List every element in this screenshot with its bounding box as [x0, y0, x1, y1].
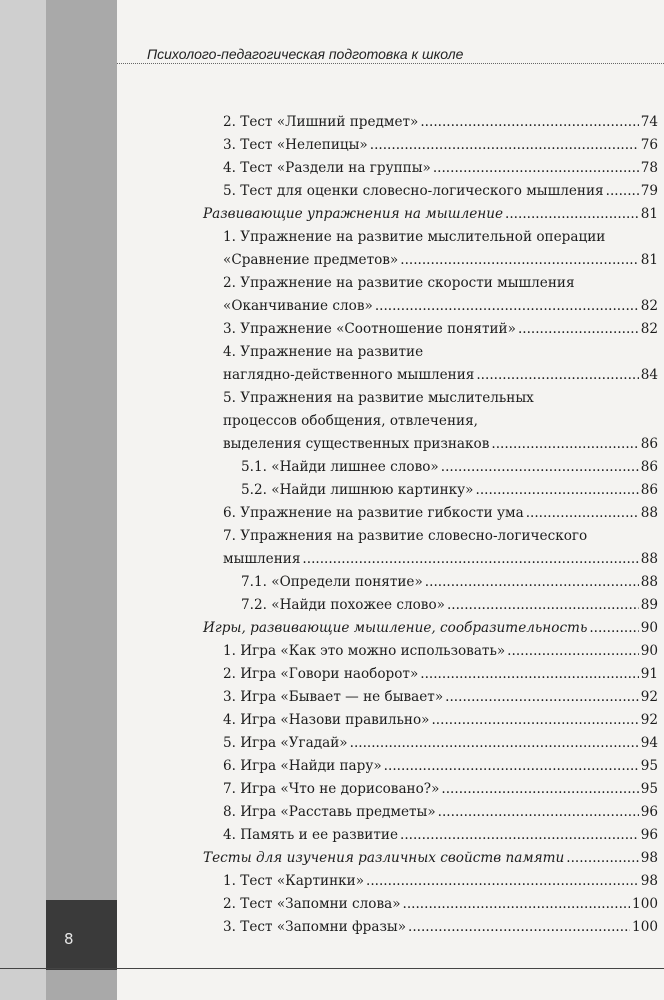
toc-entry — [203, 709, 658, 732]
toc-entry — [203, 456, 658, 479]
toc-entry-title: 2. Тест «Запомни слова» — [223, 896, 401, 912]
toc-page-number: 79 — [640, 183, 658, 199]
toc-entry — [203, 111, 658, 134]
toc-page-number: 90 — [640, 643, 658, 659]
toc-entry — [203, 272, 658, 318]
page-number: 8 — [64, 930, 74, 948]
dot-leader — [375, 295, 639, 318]
toc-entry-text-line: 2. Упражнение на развитие скорости мышления — [223, 275, 575, 291]
dot-leader — [606, 180, 639, 203]
dot-leader — [433, 157, 639, 180]
dot-leader — [420, 663, 638, 686]
toc-entry-text-line: 1. Упражнение на развитие мыслительной операции — [223, 229, 606, 245]
toc-page-number: 86 — [640, 436, 658, 452]
toc-page-number: 98 — [640, 850, 658, 866]
table-of-contents — [203, 111, 658, 939]
toc-entry-title: 3. Тест «Запомни фразы» — [223, 919, 407, 935]
toc-entry — [203, 801, 658, 824]
toc-entry — [203, 916, 658, 939]
toc-entry — [203, 778, 658, 801]
dot-leader — [526, 502, 639, 525]
toc-entry — [203, 134, 658, 157]
dot-leader — [408, 916, 630, 939]
toc-entry-title: 5. Тест для оценки словесно-логического мышления — [223, 183, 604, 199]
toc-entry-title: 3. Тест «Нелепицы» — [223, 137, 368, 153]
toc-entry-title: 3. Игра «Бывает — не бывает» — [223, 689, 444, 705]
toc-entry-title: 2. Тест «Лишний предмет» — [223, 114, 419, 130]
toc-page-number: 100 — [632, 896, 658, 912]
toc-entry-title: выделения существенных признаков — [223, 436, 490, 452]
toc-entry — [203, 571, 658, 594]
toc-entry-title: 7. Игра «Что не дорисовано?» — [223, 781, 440, 797]
toc-entry-title: Развивающие упражнения на мышление — [203, 206, 504, 222]
toc-page-number: 81 — [640, 206, 658, 222]
toc-entry — [203, 318, 658, 341]
toc-page-number: 82 — [640, 321, 658, 337]
toc-entry-text-line: процессов обобщения, отвлечения, — [223, 413, 478, 429]
dot-leader — [400, 824, 639, 847]
toc-entry — [203, 893, 658, 916]
toc-page-number: 95 — [640, 758, 658, 774]
toc-section-heading — [203, 617, 658, 640]
toc-entry-title: 7.1. «Определи понятие» — [241, 574, 423, 590]
toc-entry — [203, 387, 658, 456]
toc-entry-title: 6. Игра «Найди пару» — [223, 758, 382, 774]
toc-page-number: 74 — [640, 114, 658, 130]
toc-page-number: 76 — [640, 137, 658, 153]
toc-page-number: 92 — [640, 712, 658, 728]
toc-entry-title: 3. Упражнение «Соотношение понятий» — [223, 321, 516, 337]
toc-entry-title: 6. Упражнение на развитие гибкости ума — [223, 505, 524, 521]
dot-leader — [302, 548, 638, 571]
toc-entry-title: 5.1. «Найди лишнее слово» — [241, 459, 439, 475]
dot-leader — [441, 778, 638, 801]
toc-page-number: 88 — [640, 505, 658, 521]
toc-section-heading — [203, 203, 658, 226]
toc-entry — [203, 157, 658, 180]
dot-leader — [370, 134, 639, 157]
toc-entry-title: «Сравнение предметов» — [223, 252, 399, 268]
dot-leader — [425, 571, 639, 594]
toc-entry-title: «Оканчивание слов» — [223, 298, 373, 314]
dot-leader — [518, 318, 639, 341]
toc-page-number: 100 — [632, 919, 658, 935]
toc-entry-text-line: 5. Упражнения на развитие мыслительных — [223, 390, 534, 406]
toc-entry-title: 1. Игра «Как это можно использовать» — [223, 643, 506, 659]
footer-rule — [0, 968, 664, 969]
toc-entry-title: 8. Игра «Расставь предметы» — [223, 804, 436, 820]
toc-page-number: 88 — [640, 574, 658, 590]
toc-section-heading — [203, 847, 658, 870]
toc-page-number: 89 — [640, 597, 658, 613]
toc-entry — [203, 525, 658, 571]
dot-leader — [566, 847, 638, 870]
toc-entry — [203, 341, 658, 387]
toc-page-number: 96 — [640, 827, 658, 843]
toc-entry-title: Игры, развивающие мышление, сообразительность — [203, 620, 588, 636]
toc-page-number: 84 — [640, 367, 658, 383]
dot-leader — [505, 203, 639, 226]
toc-entry-title: 2. Игра «Говори наоборот» — [223, 666, 419, 682]
toc-page-number: 94 — [640, 735, 658, 751]
toc-page-number: 78 — [640, 160, 658, 176]
running-header: Психолого-педагогическая подготовка к школе — [147, 46, 464, 62]
dot-leader — [420, 111, 638, 134]
toc-entry-title: 4. Тест «Раздели на группы» — [223, 160, 431, 176]
toc-page-number: 98 — [640, 873, 658, 889]
toc-page-number: 91 — [640, 666, 658, 682]
toc-entry-title: 4. Игра «Назови правильно» — [223, 712, 430, 728]
dot-leader — [350, 732, 639, 755]
toc-page-number: 92 — [640, 689, 658, 705]
toc-entry — [203, 180, 658, 203]
toc-entry — [203, 226, 658, 272]
toc-page-number: 81 — [640, 252, 658, 268]
toc-page-number: 96 — [640, 804, 658, 820]
toc-entry-title: 7.2. «Найди похожее слово» — [241, 597, 445, 613]
toc-entry-title: 4. Память и ее развитие — [223, 827, 398, 843]
dot-leader — [384, 755, 639, 778]
toc-entry — [203, 663, 658, 686]
toc-page-number: 88 — [640, 551, 658, 567]
dot-leader — [366, 870, 639, 893]
dot-leader — [400, 249, 638, 272]
dot-leader — [438, 801, 639, 824]
dot-leader — [403, 893, 631, 916]
dot-leader — [441, 456, 639, 479]
toc-entry-title: мышления — [223, 551, 301, 567]
toc-entry — [203, 594, 658, 617]
toc-entry — [203, 686, 658, 709]
dot-leader — [476, 479, 639, 502]
toc-entry — [203, 479, 658, 502]
toc-entry — [203, 640, 658, 663]
toc-entry — [203, 732, 658, 755]
toc-entry — [203, 824, 658, 847]
toc-page-number: 82 — [640, 298, 658, 314]
toc-entry-title: Тесты для изучения различных свойств памяти — [203, 850, 565, 866]
toc-entry — [203, 870, 658, 893]
toc-entry-title: наглядно-действенного мышления — [223, 367, 475, 383]
page-number-tab — [46, 900, 117, 970]
dot-leader — [445, 686, 639, 709]
toc-entry — [203, 755, 658, 778]
dot-leader — [589, 617, 638, 640]
dot-leader — [476, 364, 638, 387]
dot-leader — [491, 433, 638, 456]
toc-entry-title: 5.2. «Найди лишнюю картинку» — [241, 482, 474, 498]
toc-entry-text-line: 7. Упражнения на развитие словесно-логического — [223, 528, 588, 544]
dot-leader — [507, 640, 639, 663]
toc-entry-title: 5. Игра «Угадай» — [223, 735, 348, 751]
toc-entry-text-line: 4. Упражнение на развитие — [223, 344, 424, 360]
toc-entry — [203, 502, 658, 525]
dot-leader — [431, 709, 638, 732]
toc-entry-title: 1. Тест «Картинки» — [223, 873, 365, 889]
toc-page-number: 95 — [640, 781, 658, 797]
toc-page-number: 90 — [640, 620, 658, 636]
toc-page-number: 86 — [640, 482, 658, 498]
left-margin-stripe — [0, 0, 46, 1000]
dot-leader — [447, 594, 639, 617]
header-rule — [117, 63, 664, 64]
toc-page-number: 86 — [640, 459, 658, 475]
